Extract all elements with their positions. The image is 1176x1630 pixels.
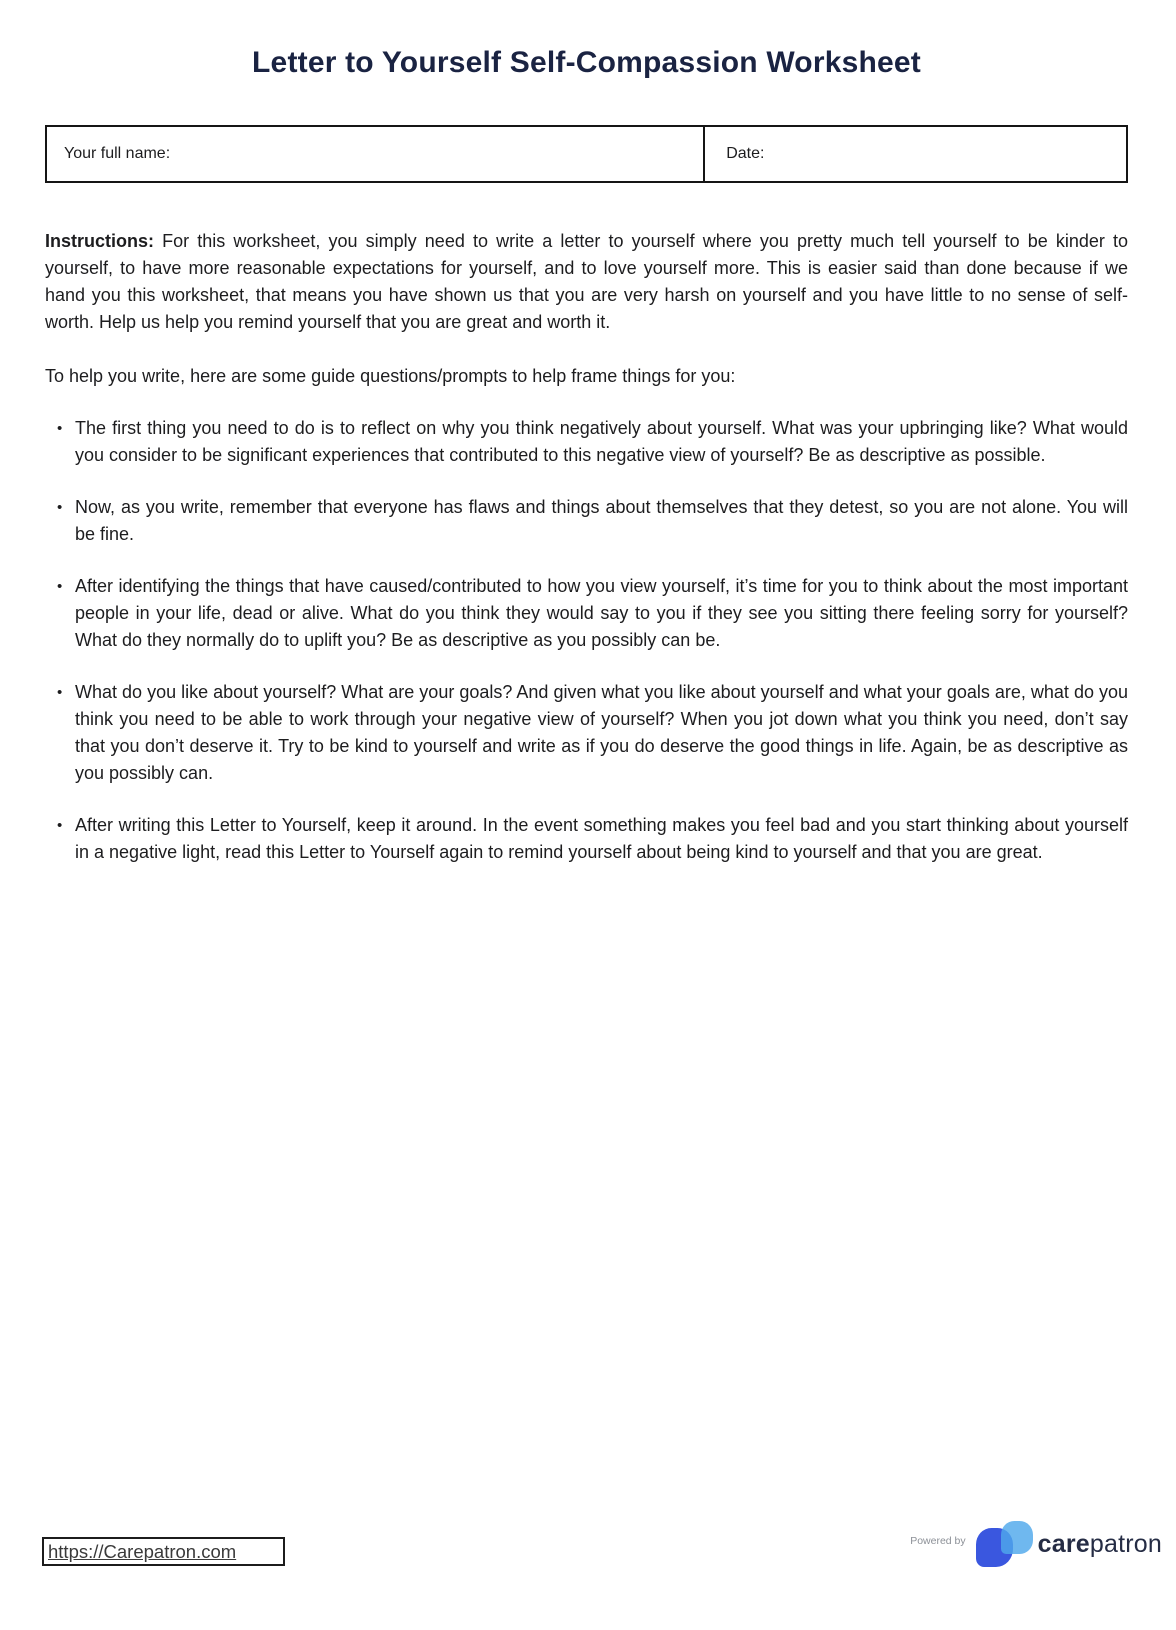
- carepatron-logo-icon: [976, 1520, 1036, 1568]
- powered-by-label: Powered by: [910, 1535, 966, 1547]
- full-name-label: Your full name:: [64, 145, 171, 162]
- instructions-label: Instructions:: [45, 231, 155, 251]
- carepatron-link[interactable]: https://Carepatron.com: [48, 1540, 237, 1562]
- list-item: [45, 494, 1128, 548]
- guide-intro: To help you write, here are some guide questions/prompts to help frame things for you:: [45, 366, 736, 386]
- list-item-text: The first thing you need to do is to reflect on why you think negatively about yourself. What was your upbringing like? What would you consider to be significant experiences that contributed to this negative view of yourself? Be as descriptive as possible.: [75, 418, 1128, 465]
- full-name-field[interactable]: [47, 127, 705, 181]
- wordmark-care: care: [1037, 1529, 1090, 1558]
- list-item: [45, 573, 1128, 654]
- powered-by-block: [910, 1520, 1162, 1568]
- bullet-marker: •: [57, 420, 63, 437]
- list-item-text: What do you like about yourself? What are your goals? And given what you like about yourself and what your goals are, what do you think you need to be able to work through your negative view of yourself? When you jot down what you think you need, don’t say that you don’t deserve it. Try to be kind to yourself and write as if you do deserve the good things in life. Again, be as descriptive as you possibly can.: [75, 682, 1128, 783]
- date-label: Date:: [726, 145, 765, 162]
- instructions-text: For this worksheet, you simply need to write a letter to yourself where you pretty much tell yourself to be kinder to yourself, to have more reasonable expectations for yourself, and to love yourself more. This is easier said than done because if we hand you this worksheet, that means you have shown us that you are very harsh on yourself and you have little to no sense of self-worth. Help us help you remind yourself that you are great and worth it.: [45, 231, 1128, 332]
- wordmark-patron: patron: [1089, 1529, 1162, 1558]
- instructions-paragraph: [45, 228, 1128, 336]
- bullet-marker: •: [57, 817, 63, 834]
- logo-bubble-light-icon: [1001, 1521, 1033, 1554]
- date-field[interactable]: [705, 127, 1126, 181]
- bullet-marker: •: [57, 578, 63, 595]
- list-item-text: After writing this Letter to Yourself, keep it around. In the event something makes you feel bad and you start thinking about yourself in a negative light, read this Letter to Yourself again to remind yourself about being kind to yourself and that you are great.: [75, 815, 1128, 862]
- list-item-text: Now, as you write, remember that everyone has flaws and things about themselves that they detest, so you are not alone. You will be fine.: [75, 497, 1128, 544]
- name-date-table: [45, 125, 1128, 183]
- list-item: [45, 415, 1128, 469]
- list-item-text: After identifying the things that have caused/contributed to how you view yourself, it’s time for you to think about the most important people in your life, dead or alive. What do you think they would say to you if they see you sitting there feeling sorry for yourself? What do they normally do to uplift you? Be as descriptive as you possibly can be.: [75, 576, 1128, 650]
- carepatron-wordmark: [1038, 1530, 1162, 1559]
- list-item: [45, 812, 1128, 866]
- guide-questions-list: [45, 415, 1128, 866]
- worksheet-body: [45, 228, 1128, 866]
- list-item: [45, 679, 1128, 787]
- bullet-marker: •: [57, 499, 63, 516]
- footer-link-box: [42, 1537, 285, 1566]
- page-title: Letter to Yourself Self-Compassion Worksheet: [252, 46, 921, 79]
- bullet-marker: •: [57, 684, 63, 701]
